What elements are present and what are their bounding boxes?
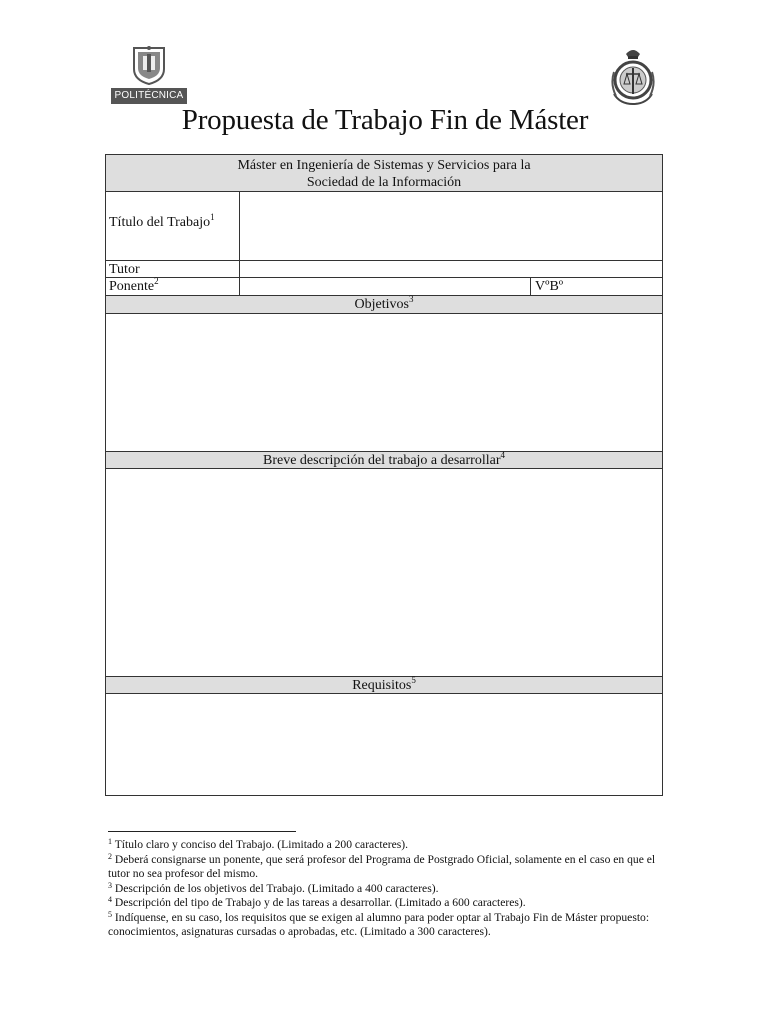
work-title-label: Título del Trabajo$^1$ bbox=[109, 212, 215, 230]
tutor-field[interactable] bbox=[240, 261, 662, 277]
ponente-label: Ponente$^2$ bbox=[109, 276, 159, 294]
footnotes bbox=[108, 838, 668, 940]
faculty-crest-icon bbox=[606, 44, 660, 108]
tutor-label: Tutor bbox=[109, 262, 140, 277]
description-header: Breve descripción del trabajo a desarrollar$^4$ bbox=[106, 452, 662, 468]
footnote-1: $^1$ Título claro y conciso del Trabajo. (Limitado a 200 caracteres). bbox=[108, 837, 408, 851]
footnote-separator bbox=[108, 831, 296, 832]
upm-seal-icon bbox=[131, 45, 167, 85]
upm-logo-text: POLITÉCNICA bbox=[111, 88, 187, 104]
objectives-header: Objetivos$^3$ bbox=[106, 296, 662, 313]
ponente-field[interactable] bbox=[240, 278, 530, 295]
footnote-5: $^5$ Indíquense, en su caso, los requisitos que se exigen al alumno para poder optar al Trabajo Fin de Máster propuesto: conocimientos, asignaturas cursadas o aprobadas, etc. (Limitado a 300 caracteres). bbox=[108, 909, 650, 938]
program-line-2: Sociedad de la Información bbox=[306, 175, 462, 190]
proposal-form bbox=[105, 154, 663, 796]
footnote-2: $^2$ Deberá consignarse un ponente, que será profesor del Programa de Postgrado Oficial, solamente en el caso en que el tutor no sea profesor del mismo. bbox=[108, 851, 656, 880]
page-title: Propuesta de Trabajo Fin de Máster bbox=[181, 104, 589, 136]
vobo-label: VºBº bbox=[535, 279, 564, 294]
work-title-field[interactable] bbox=[240, 192, 662, 260]
description-field[interactable] bbox=[106, 469, 662, 675]
program-line-1: Máster en Ingeniería de Sistemas y Servicios para la bbox=[237, 158, 531, 173]
footnote-3: $^3$ Descripción de los objetivos del Trabajo. (Limitado a 400 caracteres). bbox=[108, 880, 439, 895]
program-header bbox=[106, 155, 662, 191]
upm-logo bbox=[111, 45, 187, 105]
objectives-field[interactable] bbox=[106, 314, 662, 451]
requirements-field[interactable] bbox=[106, 694, 662, 795]
requirements-header: Requisitos$^5$ bbox=[106, 677, 662, 693]
footnote-4: $^4$ Descripción del tipo de Trabajo y de las tareas a desarrollar. (Limitado a 600 caracteres). bbox=[108, 895, 526, 909]
